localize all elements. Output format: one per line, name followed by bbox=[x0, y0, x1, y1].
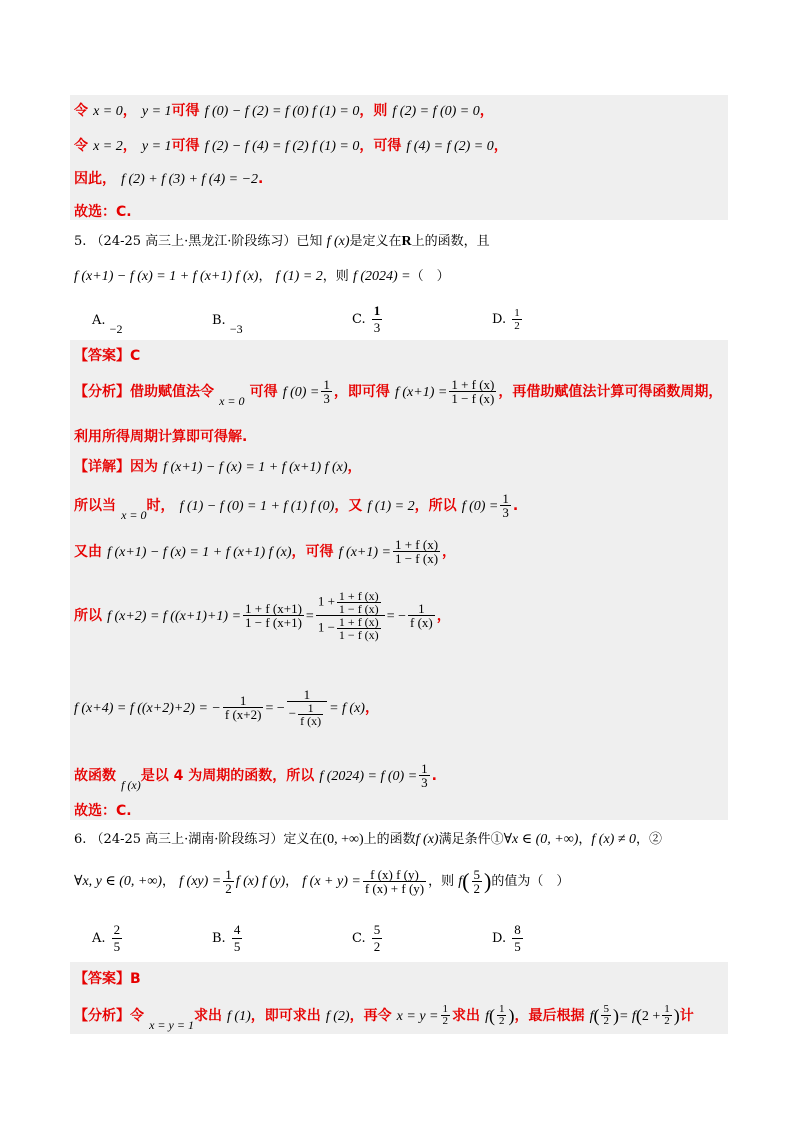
nested-fraction-2: 1 − $\frac{1}{f (x)}$ bbox=[287, 688, 327, 727]
q5-stem-line-1: 5. （24-25 高三上·黑龙江·阶段练习）已知 f (x)是定义在R上的函数，且 bbox=[74, 234, 490, 249]
q5-stem-line-2: f (x+1) − f (x) = 1 + f (x+1) f (x)， f (1) = 2，则 f (2024) =（ ） bbox=[74, 269, 450, 284]
q6-analysis-line-1: 【分析】令 $_{x = y = 1}$求出 f (1)，即可求出 f (2)，再令 x = y = $\frac{1}{2}$ 求出 f( $\frac{1}{2}$ )，最后根据 f( $\frac{5}{2}$ )= f(2 + $\frac{1}{2}$ )计 bbox=[74, 1003, 694, 1032]
q5-analysis-line-1: 【分析】借助赋值法令 $_{x = 0}$ 可得 f (0) = $\frac{1}{3}$ ，即可得 f (x+1) = $\frac{1 + f (x)}{1 - f (x)}$ ，再借助赋值法计算可得函数周期， bbox=[74, 377, 723, 408]
q6-option-d[interactable]: D. $\frac{8}{5}$ bbox=[492, 922, 521, 954]
solution-band-q5 bbox=[70, 340, 728, 820]
q6-option-b[interactable]: B. $\frac{4}{5}$ bbox=[212, 922, 241, 954]
q5-detail-line-3: 又由 f (x+1) − f (x) = 1 + f (x+1) f (x)，可得 f (x+1) = $\frac{1 + f (x)}{1 - f (x)}$ ， bbox=[74, 537, 457, 566]
q5-option-d-fraction: $\frac{1}{2}$ bbox=[514, 307, 520, 332]
q5-detail-line-1: 【详解】因为 f (x+1) − f (x) = 1 + f (x+1) f (x)， bbox=[74, 459, 362, 475]
q5-detail-line-5: f (x+4) = f ((x+2)+2) = − $\frac{1}{f (x+2)}$ = − 1 − $\frac{1}{f (x)}$ = f (x)， bbox=[74, 687, 379, 728]
q6-option-c[interactable]: C. $\frac{5}{2}$ bbox=[352, 922, 381, 954]
q6-stem-line-2: ∀x, y ∈ (0, +∞)， f (xy) = $\frac{1}{2}$ f (x) f (y)， f (x + y) = $\frac{f (x) f (y)}{f (x) + f (y)}$ ，则 f( $\frac{5}{2}$ )的值为（ ） bbox=[74, 867, 570, 896]
q5-option-b[interactable]: B. −3 bbox=[212, 313, 243, 336]
q5-option-c-fraction: $\frac{1}{3}$ bbox=[373, 303, 381, 335]
q5-final: 故选：C. bbox=[74, 803, 132, 819]
nested-fraction: 1 + $\frac{1 + f (x)}{1 - f (x)}$ 1 − $\frac{1 + f (x)}{1 - f (x)}$ bbox=[316, 590, 385, 641]
top-line-3: 因此， f (2) + f (3) + f (4) = −2. bbox=[74, 171, 264, 187]
q5-option-d[interactable]: D. $\frac{1}{2}$ bbox=[492, 307, 520, 332]
q5-answer: 【答案】C bbox=[74, 348, 141, 364]
top-line-1: 令 x = 0， y = 1可得 f (0) − f (2) = f (0) f (1) = 0，则 f (2) = f (0) = 0， bbox=[74, 103, 494, 119]
q6-option-a[interactable]: A. $\frac{2}{5}$ bbox=[92, 922, 121, 954]
q5-option-a[interactable]: A. −2 bbox=[92, 313, 123, 336]
q6-answer: 【答案】B bbox=[74, 971, 141, 987]
q6-stem-line-1: 6. （24-25 高三上·湖南·阶段练习）定义在(0, +∞)上的函数f (x)满足条件①∀x ∈ (0, +∞)，f (x) ≠ 0，② bbox=[74, 832, 663, 847]
q5-option-c[interactable]: C. $\frac{1}{3}$ bbox=[352, 303, 381, 335]
q5-analysis-line-2: 利用所得周期计算即可得解. bbox=[74, 429, 248, 445]
q5-detail-line-6: 故函数 $_{f (x)}$是以 4 为周期的函数，所以 f (2024) = f (0) = $\frac{1}{3}$ . bbox=[74, 761, 437, 792]
top-line-2: 令 x = 2， y = 1可得 f (2) − f (4) = f (2) f (1) = 0，可得 f (4) = f (2) = 0， bbox=[74, 138, 508, 154]
q5-detail-line-4: 所以 f (x+2) = f ((x+1)+1) = $\frac{1 + f (x+1)}{1 - f (x+1)}$ = 1 + $\frac{1 + f (x)}{1 - f (x)}$ 1 − $\frac{1 + f (x)}{1 - f (x)}$ = − $\frac{1}{f (x)}$ ， bbox=[74, 589, 451, 642]
top-line-4: 故选：C. bbox=[74, 204, 132, 220]
q5-detail-line-2: 所以当 $_{x = 0}$时， f (1) − f (0) = 1 + f (1) f (0)，又 f (1) = 2，所以 f (0) = $\frac{1}{3}$ . bbox=[74, 491, 519, 522]
